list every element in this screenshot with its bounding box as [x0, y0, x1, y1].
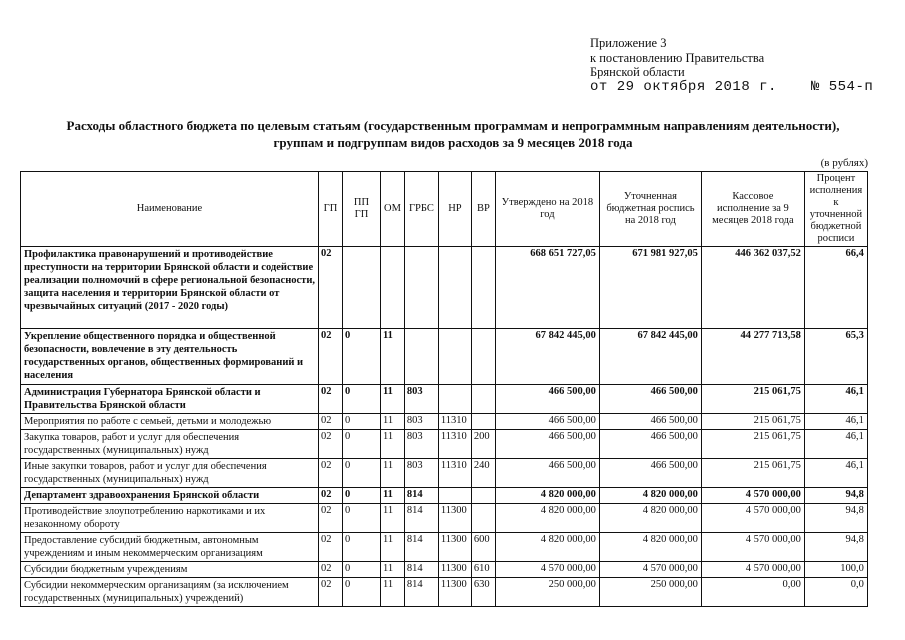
- header-vr: ВР: [471, 172, 495, 247]
- row-gp: 02: [319, 385, 343, 414]
- row-percent: 46,1: [804, 414, 867, 430]
- row-vr: 240: [471, 459, 495, 488]
- row-nr: [438, 488, 471, 504]
- table-row: [21, 247, 868, 329]
- appendix-date-line: [590, 80, 873, 95]
- header-refined: Уточненная бюджетная роспись на 2018 год: [599, 172, 701, 247]
- row-cash: 215 061,75: [701, 385, 804, 414]
- row-name: Противодействие злоупотреблению наркотиками и их незаконному обороту: [21, 504, 319, 533]
- row-grbs: 803: [404, 414, 438, 430]
- row-gp: 02: [319, 578, 343, 607]
- row-vr: [471, 385, 495, 414]
- appendix-line-2: к постановлению Правительства: [590, 50, 765, 65]
- row-gp: 02: [319, 329, 343, 385]
- table-row: [21, 459, 868, 488]
- row-om: 11: [381, 385, 405, 414]
- appendix-line-1: Приложение 3: [590, 36, 667, 50]
- row-om: 11: [381, 430, 405, 459]
- row-gp: 02: [319, 533, 343, 562]
- row-gp: 02: [319, 459, 343, 488]
- row-grbs: 803: [404, 385, 438, 414]
- header-gp: ГП: [319, 172, 343, 247]
- row-refined: 4 820 000,00: [599, 533, 701, 562]
- row-vr: [471, 488, 495, 504]
- row-percent: 100,0: [804, 562, 867, 578]
- row-nr: 11300: [438, 562, 471, 578]
- table-row: [21, 329, 868, 385]
- row-grbs: 814: [404, 488, 438, 504]
- row-approved: 4 570 000,00: [495, 562, 599, 578]
- row-name: Предоставление субсидий бюджетным, автономным учреждениям и иным некоммерческим организациям: [21, 533, 319, 562]
- row-om: 11: [381, 562, 405, 578]
- table-row: [21, 414, 868, 430]
- row-approved: 466 500,00: [495, 385, 599, 414]
- table-row: [21, 488, 868, 504]
- table-header-row: [21, 172, 868, 247]
- header-nr: НР: [438, 172, 471, 247]
- row-refined: 4 820 000,00: [599, 504, 701, 533]
- row-vr: [471, 414, 495, 430]
- row-cash: 215 061,75: [701, 459, 804, 488]
- row-om: 11: [381, 488, 405, 504]
- row-cash: 4 570 000,00: [701, 533, 804, 562]
- row-ppgp: 0: [343, 504, 381, 533]
- row-om: 11: [381, 414, 405, 430]
- row-cash: 4 570 000,00: [701, 504, 804, 533]
- row-gp: 02: [319, 488, 343, 504]
- row-nr: 11310: [438, 430, 471, 459]
- row-gp: 02: [319, 430, 343, 459]
- header-cash: Кассовое исполнение за 9 месяцев 2018 года: [701, 172, 804, 247]
- row-approved: 67 842 445,00: [495, 329, 599, 385]
- row-gp: 02: [319, 247, 343, 329]
- row-percent: 66,4: [804, 247, 867, 329]
- row-grbs: [404, 329, 438, 385]
- row-grbs: 814: [404, 578, 438, 607]
- row-refined: 67 842 445,00: [599, 329, 701, 385]
- row-ppgp: 0: [343, 488, 381, 504]
- row-name: Иные закупки товаров, работ и услуг для обеспечения государственных (муниципальных) нужд: [21, 459, 319, 488]
- row-gp: 02: [319, 504, 343, 533]
- row-cash: 215 061,75: [701, 430, 804, 459]
- row-name: Закупка товаров, работ и услуг для обеспечения государственных (муниципальных) нужд: [21, 430, 319, 459]
- row-name: Мероприятия по работе с семьей, детьми и молодежью: [21, 414, 319, 430]
- table-row: [21, 533, 868, 562]
- header-percent: Процент исполнения к уточненной бюджетной росписи: [804, 172, 867, 247]
- row-ppgp: 0: [343, 414, 381, 430]
- row-om: 11: [381, 578, 405, 607]
- row-name: Администрация Губернатора Брянской области и Правительства Брянской области: [21, 385, 319, 414]
- appendix-number: № 554-п: [810, 78, 874, 95]
- row-om: 11: [381, 504, 405, 533]
- row-cash: 4 570 000,00: [701, 488, 804, 504]
- row-ppgp: 0: [343, 533, 381, 562]
- row-approved: 668 651 727,05: [495, 247, 599, 329]
- row-vr: [471, 504, 495, 533]
- row-cash: 0,00: [701, 578, 804, 607]
- row-percent: 94,8: [804, 504, 867, 533]
- row-vr: [471, 329, 495, 385]
- row-approved: 4 820 000,00: [495, 533, 599, 562]
- row-name: Укрепление общественного порядка и общественной безопасности, вовлечение в эту деятельность государственных органов, общественных формирований и населения: [21, 329, 319, 385]
- row-nr: 11310: [438, 414, 471, 430]
- row-cash: 215 061,75: [701, 414, 804, 430]
- row-nr: 11300: [438, 504, 471, 533]
- row-om: 11: [381, 459, 405, 488]
- row-percent: 0,0: [804, 578, 867, 607]
- budget-table: [20, 171, 868, 607]
- row-name: Профилактика правонарушений и противодействие преступности на территории Брянской области и содействие реализации полномочий в сфере региональной безопасности, защита населения и территории Брянской области от чрезвычайных ситуаций (2017 - 2020 годы): [21, 247, 319, 329]
- units-note: (в рублях): [820, 157, 868, 169]
- row-approved: 466 500,00: [495, 414, 599, 430]
- table-row: [21, 385, 868, 414]
- row-om: [381, 247, 405, 329]
- row-vr: [471, 247, 495, 329]
- row-approved: 4 820 000,00: [495, 504, 599, 533]
- appendix-block: [590, 36, 873, 94]
- row-percent: 46,1: [804, 385, 867, 414]
- row-nr: [438, 385, 471, 414]
- row-approved: 466 500,00: [495, 430, 599, 459]
- header-ppgp: ПП ГП: [343, 172, 381, 247]
- page-title: [20, 117, 886, 151]
- row-vr: 610: [471, 562, 495, 578]
- row-refined: 466 500,00: [599, 385, 701, 414]
- row-ppgp: 0: [343, 329, 381, 385]
- row-cash: 44 277 713,58: [701, 329, 804, 385]
- row-refined: 250 000,00: [599, 578, 701, 607]
- row-approved: 466 500,00: [495, 459, 599, 488]
- title-line-2: группам и подгруппам видов расходов за 9 месяцев 2018 года: [273, 135, 633, 150]
- row-ppgp: 0: [343, 578, 381, 607]
- row-approved: 250 000,00: [495, 578, 599, 607]
- row-ppgp: 0: [343, 430, 381, 459]
- row-nr: 11300: [438, 578, 471, 607]
- table-row: [21, 504, 868, 533]
- row-name: Субсидии бюджетным учреждениям: [21, 562, 319, 578]
- row-nr: 11310: [438, 459, 471, 488]
- row-grbs: 814: [404, 562, 438, 578]
- appendix-line-3: Брянской области: [590, 65, 685, 79]
- header-grbs: ГРБС: [404, 172, 438, 247]
- row-gp: 02: [319, 414, 343, 430]
- row-nr: [438, 247, 471, 329]
- row-approved: 4 820 000,00: [495, 488, 599, 504]
- row-percent: 46,1: [804, 430, 867, 459]
- table-row: [21, 562, 868, 578]
- row-refined: 4 570 000,00: [599, 562, 701, 578]
- row-nr: 11300: [438, 533, 471, 562]
- header-approved: Утверждено на 2018 год: [495, 172, 599, 247]
- header-om: ОМ: [381, 172, 405, 247]
- row-grbs: 803: [404, 430, 438, 459]
- row-vr: 600: [471, 533, 495, 562]
- row-name: Субсидии некоммерческим организациям (за исключением государственных (муниципальных) учреждений): [21, 578, 319, 607]
- row-cash: 4 570 000,00: [701, 562, 804, 578]
- row-ppgp: 0: [343, 459, 381, 488]
- row-refined: 466 500,00: [599, 430, 701, 459]
- row-vr: 630: [471, 578, 495, 607]
- row-ppgp: [343, 247, 381, 329]
- row-grbs: 814: [404, 504, 438, 533]
- row-percent: 94,8: [804, 488, 867, 504]
- row-percent: 46,1: [804, 459, 867, 488]
- row-om: 11: [381, 329, 405, 385]
- row-gp: 02: [319, 562, 343, 578]
- appendix-date: от 29 октября 2018 г.: [590, 78, 777, 95]
- table-row: [21, 430, 868, 459]
- row-name: Департамент здравоохранения Брянской области: [21, 488, 319, 504]
- row-refined: 671 981 927,05: [599, 247, 701, 329]
- row-nr: [438, 329, 471, 385]
- row-refined: 4 820 000,00: [599, 488, 701, 504]
- header-name: Наименование: [21, 172, 319, 247]
- row-grbs: [404, 247, 438, 329]
- row-percent: 65,3: [804, 329, 867, 385]
- title-line-1: Расходы областного бюджета по целевым статьям (государственным программам и непрограммным направлениям деятельности),: [66, 118, 840, 133]
- row-cash: 446 362 037,52: [701, 247, 804, 329]
- table-row: [21, 578, 868, 607]
- row-ppgp: 0: [343, 562, 381, 578]
- row-om: 11: [381, 533, 405, 562]
- row-grbs: 803: [404, 459, 438, 488]
- row-vr: 200: [471, 430, 495, 459]
- row-ppgp: 0: [343, 385, 381, 414]
- row-refined: 466 500,00: [599, 459, 701, 488]
- row-refined: 466 500,00: [599, 414, 701, 430]
- row-percent: 94,8: [804, 533, 867, 562]
- row-grbs: 814: [404, 533, 438, 562]
